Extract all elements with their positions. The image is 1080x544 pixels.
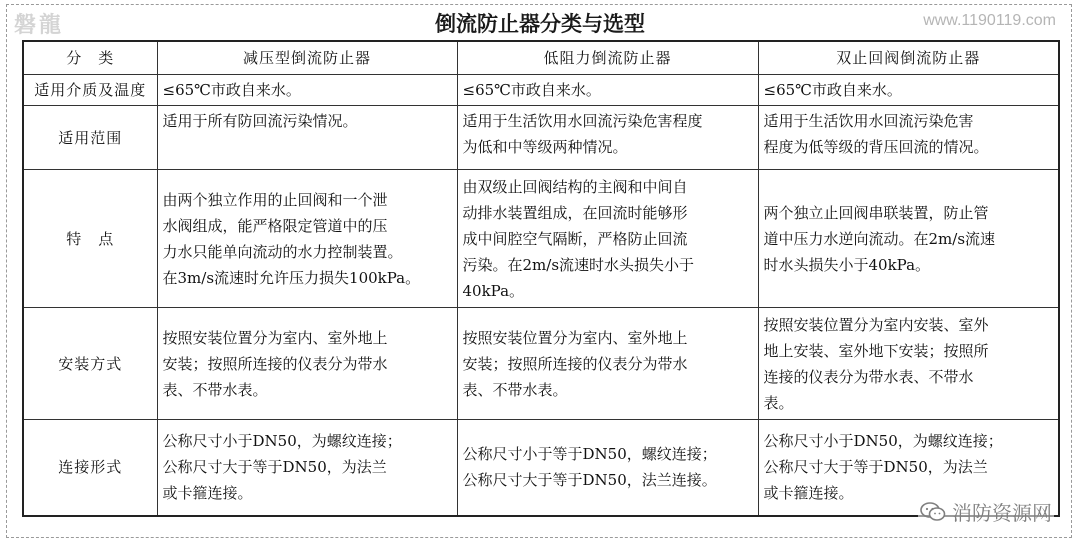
table-cell: 两个独立止回阀串联装置，防止管 道中压力水逆向流动。在2m/s流速 时水头损失小于40kPa。 (758, 170, 1059, 308)
wechat-icon (920, 502, 946, 522)
table-cell: ≤65℃市政自来水。 (157, 75, 457, 106)
table-cell: 适用于生活饮用水回流污染危害 程度为低等级的背压回流的情况。 (758, 106, 1059, 170)
site-url: www.1190119.com (923, 12, 1056, 29)
table-cell: 适用于生活饮用水回流污染危害程度 为低和中等级两种情况。 (457, 106, 758, 170)
page-title: 倒流防止器分类与选型 (435, 12, 645, 36)
row-label: 适用介质及温度 (23, 75, 157, 106)
table-cell: 由两个独立作用的止回阀和一个泄 水阀组成，能严格限定管道中的压 力水只能单向流动的水力控制装置。 在3m/s流速时允许压力损失100kPa。 (157, 170, 457, 308)
column-header: 分 类 (23, 41, 157, 75)
table-cell: 按照安装位置分为室内安装、室外 地上安装、室外地下安装；按照所 连接的仪表分为带水表、不带水 表。 (758, 308, 1059, 420)
table-cell: 适用于所有防回流污染情况。 (157, 106, 457, 170)
row-label: 特 点 (23, 170, 157, 308)
watermark-text: 消防资源网 (952, 501, 1052, 525)
table-row (23, 75, 1059, 106)
table-cell: 公称尺寸小于等于DN50，螺纹连接； 公称尺寸大于等于DN50，法兰连接。 (457, 420, 758, 516)
table-cell: 由双级止回阀结构的主阀和中间自 动排水装置组成，在回流时能够形 成中间腔空气隔断，严格防止回流 污染。在2m/s流速时水头损失小于 40kPa。 (457, 170, 758, 308)
logo-text: 磐龍 (14, 13, 65, 38)
watermark (918, 497, 1054, 526)
table-row (23, 420, 1059, 516)
column-header: 低阻力倒流防止器 (457, 41, 758, 75)
table-row (23, 170, 1059, 308)
column-header: 双止回阀倒流防止器 (758, 41, 1059, 75)
column-header: 减压型倒流防止器 (157, 41, 457, 75)
table-cell: 按照安装位置分为室内、室外地上 安装；按照所连接的仪表分为带水 表、不带水表。 (457, 308, 758, 420)
table-header-row (23, 41, 1059, 75)
row-label: 适用范围 (23, 106, 157, 170)
table-row (23, 106, 1059, 170)
row-label: 连接形式 (23, 420, 157, 516)
table-cell: 公称尺寸小于DN50，为螺纹连接； 公称尺寸大于等于DN50，为法兰 或卡箍连接。 (157, 420, 457, 516)
classification-table (22, 40, 1060, 517)
table-cell: 按照安装位置分为室内、室外地上 安装；按照所连接的仪表分为带水 表、不带水表。 (157, 308, 457, 420)
table-cell: ≤65℃市政自来水。 (758, 75, 1059, 106)
table-row (23, 308, 1059, 420)
row-label: 安装方式 (23, 308, 157, 420)
table-cell: ≤65℃市政自来水。 (457, 75, 758, 106)
table-cell: 公称尺寸小于DN50，为螺纹连接； 公称尺寸大于等于DN50，为法兰 或卡箍连接。 (758, 420, 1059, 516)
